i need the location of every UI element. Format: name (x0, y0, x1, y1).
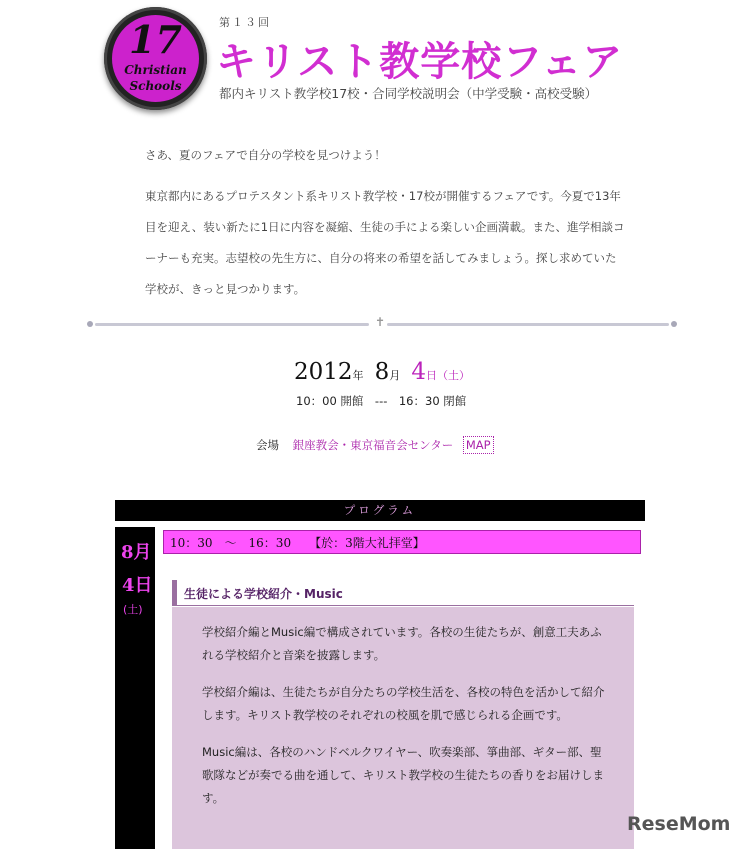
divider-dot-left (87, 321, 93, 327)
page-subtitle: 都内キリスト教学校17校・合同学校説明会（中学受験・高校受験） (219, 86, 598, 101)
program-date-column (115, 527, 155, 849)
venue-row (256, 436, 494, 454)
section-paragraph: 学校紹介編とMusic編で構成されています。各校の生徒たちが、創意工夫あふれる学校紹介と音楽を披露します。 (202, 625, 602, 662)
cross-icon: ✝ (375, 315, 386, 329)
watermark-logo: ReseMom (627, 813, 731, 835)
section-divider (87, 315, 677, 329)
divider-line-left (95, 323, 369, 326)
event-hours: 10：00 開館 --- 16：30 閉館 (296, 394, 467, 408)
program-month: 8月 (121, 542, 152, 563)
event-day-unit: 日 (426, 369, 438, 382)
intro-lead: さあ、夏のフェアで自分の学校を見つけよう！ (145, 148, 386, 162)
event-date (294, 359, 470, 385)
venue-label: 会場 (256, 438, 279, 452)
program-weekday: (土) (123, 603, 143, 616)
program-timebar: 10：30 ～ 16：30 【於：3階大礼拝堂】 (163, 530, 641, 554)
program-heading: プログラム (115, 500, 645, 521)
divider-line-right (387, 323, 669, 326)
intro-section (145, 147, 625, 305)
logo-line1: Christian (124, 63, 187, 77)
event-weekday: （土） (437, 369, 471, 382)
section-paragraph: 学校紹介編は、生徒たちが自分たちの学校生活を、各校の特色を活かして紹介します。キリスト教学校のそれぞれの校風を肌で感じられる企画です。 (202, 685, 605, 722)
event-year: 2012 (294, 359, 353, 385)
event-year-unit: 年 (352, 369, 364, 382)
event-month-unit: 月 (389, 369, 401, 382)
logo-number: 17 (129, 17, 182, 62)
event-month: 8 (374, 359, 390, 385)
intro-body: 東京都内にあるプロテスタント系キリスト教学校・17校が開催するフェアです。今夏で13年目を迎え、装い新たに1日に内容を凝縮、生徒の手による楽しい企画満載。また、進学相談コーナーも充実。志望校の先生方に、自分の将来の希望を話してみましょう。探し求めていた学校が、きっと見つかります。 (145, 189, 625, 296)
section-title: 生徒による学校紹介・Music (172, 580, 634, 606)
section-paragraph: Music編は、各校のハンドベルクワイヤー、吹奏楽部、箏曲部、ギター部、聖歌隊などが奏でる曲を通して、キリスト教学校の生徒たちの香りをお届けします。 (202, 745, 605, 805)
page-title: キリスト教学校フェア (216, 39, 624, 85)
section-body (172, 607, 634, 849)
fair-logo (104, 7, 207, 110)
venue-link[interactable]: 銀座教会・東京福音会センター (292, 438, 454, 452)
map-link[interactable]: MAP (463, 436, 494, 454)
logo-line2: Schools (129, 79, 182, 93)
edition-label: 第１３回 (219, 16, 271, 29)
divider-dot-right (671, 321, 677, 327)
event-day: 4 (411, 359, 427, 385)
program-day: 4日 (122, 575, 153, 596)
